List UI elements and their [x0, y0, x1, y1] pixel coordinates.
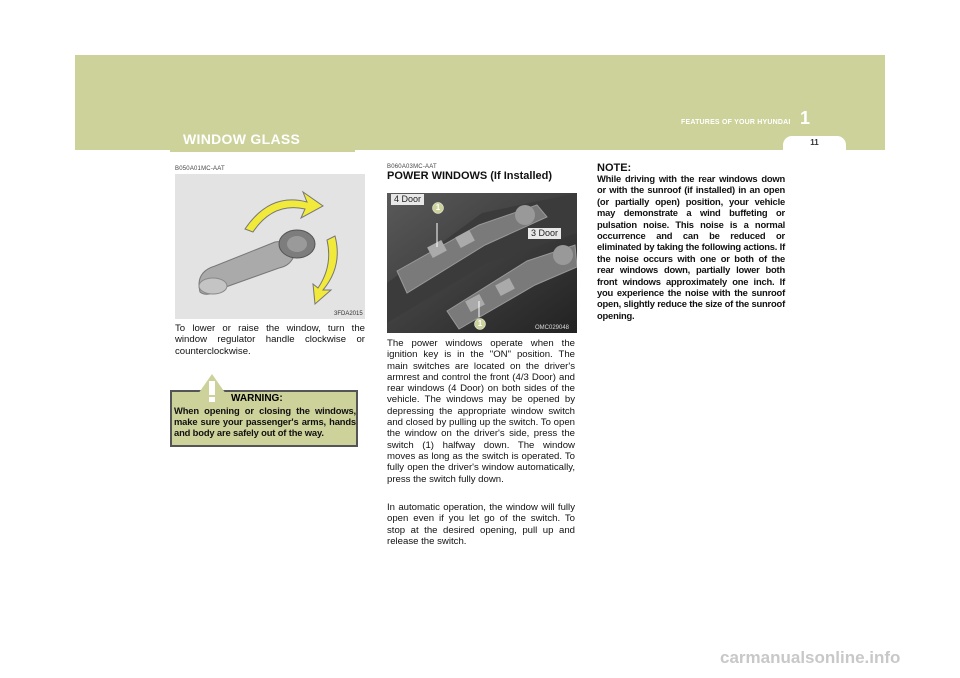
window-glass-text: To lower or raise the window, turn the window regulator handle clockwise or counterclockwise.: [175, 323, 365, 357]
power-windows-title: POWER WINDOWS (If Installed): [387, 170, 552, 182]
window-handle-illustration: [175, 174, 365, 319]
label-4-door: 4 Door: [391, 194, 424, 205]
chapter-number: 1: [800, 108, 811, 128]
callout-number-top: 1: [435, 203, 441, 212]
page-number: 11: [810, 138, 819, 147]
window-glass-code: B050A01MC-AAT: [175, 166, 225, 172]
power-windows-text-2: In automatic operation, the window will fully open even if you let go of the switch. To stop at the desired opening, pull up and release the switch.: [387, 502, 575, 547]
warning-title: WARNING:: [231, 393, 283, 404]
power-window-switch-photo: [387, 193, 577, 333]
note-title: NOTE:: [597, 162, 632, 174]
warning-text: When opening or closing the windows, make sure your passenger's arms, hands and body are safely out of the way.: [174, 405, 356, 438]
note-text: While driving with the rear windows down or with the sunroof (if installed) in an open (or partially open) position, your vehicle may demonstrate a wind buffeting or pulsation noise. This noise is a normal occurrence and can be reduced or eliminated by taking the following actions. If the noise occurs with one or both of the rear windows down, partially lower both front windows approximately one inch. If you experience the noise with the sunroof open, slightly reduce the size of the sunroof opening.: [597, 173, 785, 321]
section-title: WINDOW GLASS: [183, 131, 301, 147]
power-windows-text: The power windows operate when the ignition key is in the "ON" position. The main switches are located on the driver's armrest and control the front (4/3 Door) and rear windows (4 Door) on both sides of the vehicle. The windows may be opened by depressing the appropriate window switch and closed by pulling up the switch. To open the window on the driver's side, press the switch (1) halfway down. The window moves as long as the switch is operated. To fully open the driver's window automatically, press the switch fully down.: [387, 338, 575, 485]
power-windows-code: B060A03MC-AAT: [387, 164, 437, 170]
window-crank-icon: [175, 174, 365, 319]
window-glass-image-code: 3FDA2015: [334, 311, 363, 317]
callout-number-bottom: 1: [477, 319, 483, 328]
warning-triangle-icon: [190, 373, 234, 405]
label-3-door: 3 Door: [528, 228, 561, 239]
power-windows-image-code: OMC029048: [535, 325, 570, 331]
chapter-label: FEATURES OF YOUR HYUNDAI: [681, 119, 791, 126]
window-switch-icon: [387, 193, 577, 333]
footer-watermark: carmanualsonline.info: [720, 648, 901, 667]
